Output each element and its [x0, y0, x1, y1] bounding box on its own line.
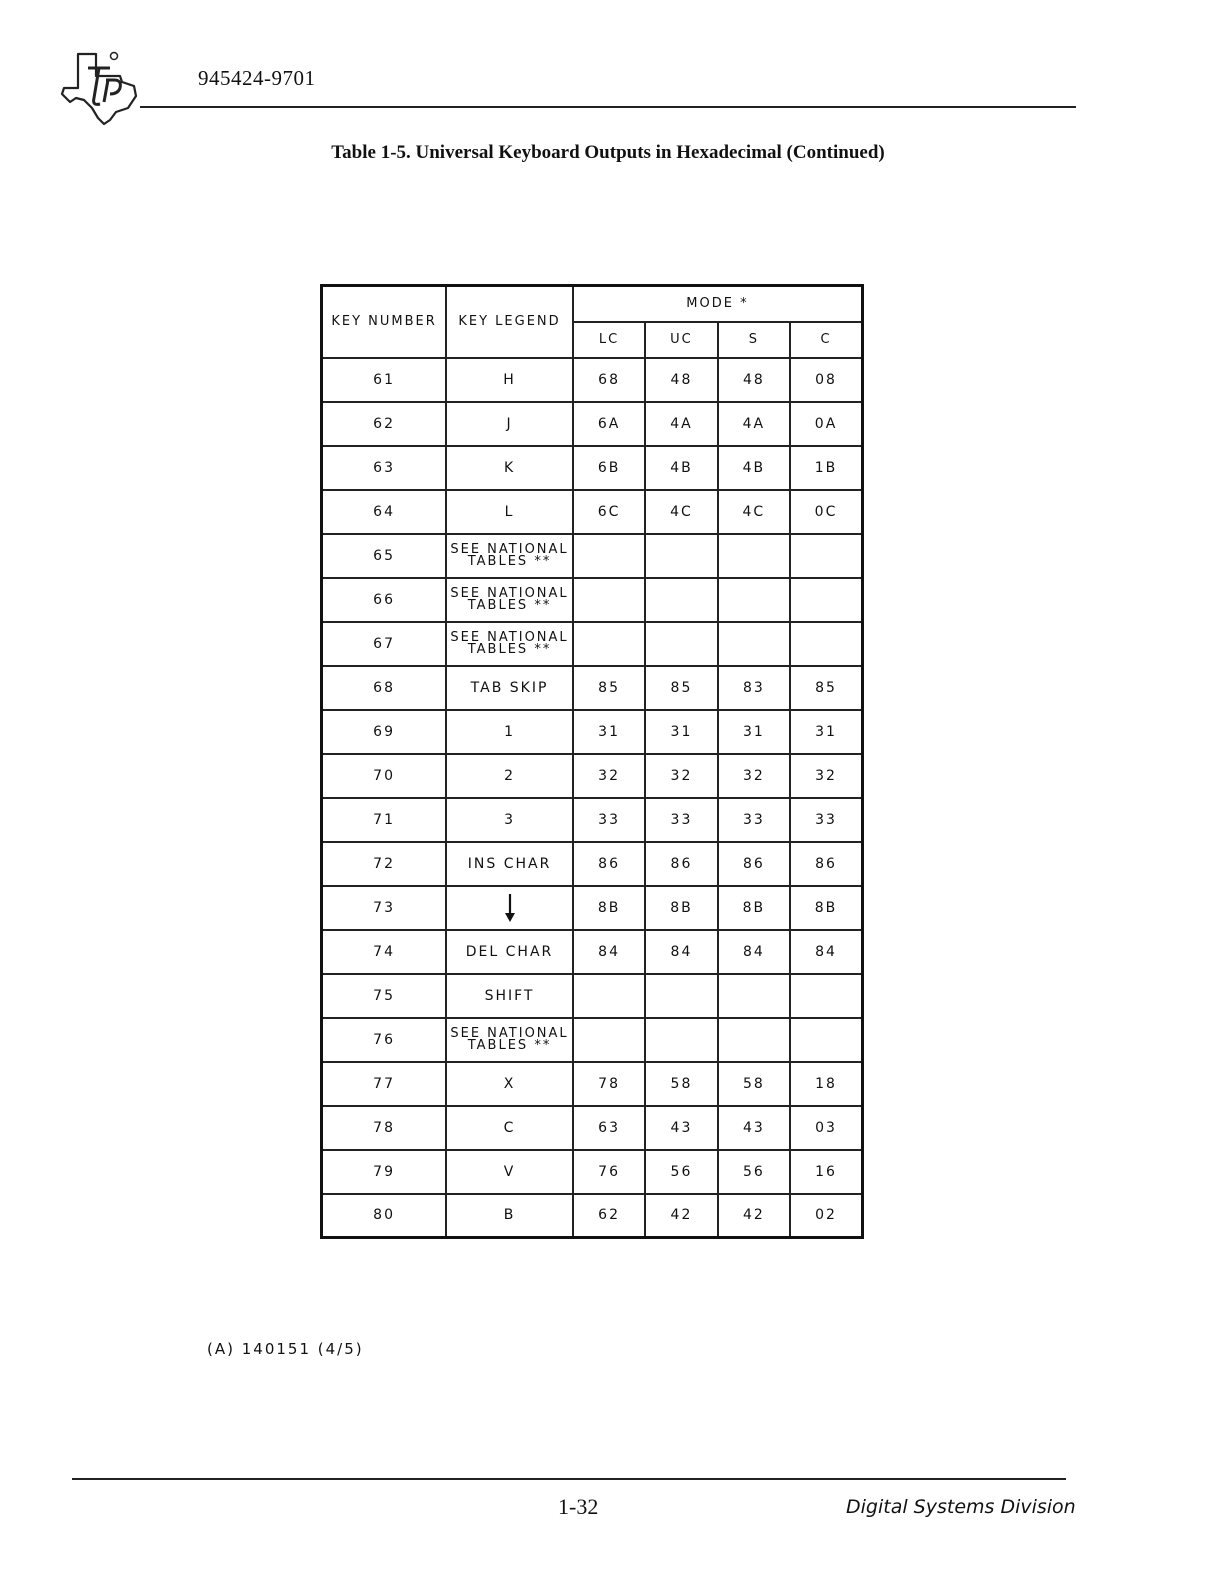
key-legend-cell: SEE NATIONAL TABLES ** — [446, 1018, 573, 1062]
table-row — [322, 974, 863, 1018]
s-value-cell: 86 — [718, 842, 790, 886]
header-rule — [140, 106, 1076, 108]
key-number-cell: 64 — [322, 490, 447, 534]
key-number-cell: 65 — [322, 534, 447, 578]
uc-value-cell: 4A — [645, 402, 717, 446]
lc-value-cell: 63 — [573, 1106, 645, 1150]
table-row — [322, 886, 863, 930]
key-legend-cell: TAB SKIP — [446, 666, 573, 710]
s-value-cell — [718, 534, 790, 578]
s-value-cell: 43 — [718, 1106, 790, 1150]
key-number-cell: 61 — [322, 358, 447, 402]
uc-value-cell: 4B — [645, 446, 717, 490]
lc-value-cell: 76 — [573, 1150, 645, 1194]
s-value-cell: 58 — [718, 1062, 790, 1106]
lc-value-cell: 31 — [573, 710, 645, 754]
mode-uc-header: UC — [645, 322, 717, 358]
table-row — [322, 446, 863, 490]
key-number-cell: 72 — [322, 842, 447, 886]
uc-value-cell — [645, 1018, 717, 1062]
uc-value-cell — [645, 974, 717, 1018]
c-value-cell — [790, 534, 862, 578]
s-value-cell: 32 — [718, 754, 790, 798]
lc-value-cell: 84 — [573, 930, 645, 974]
table-row — [322, 578, 863, 622]
lc-value-cell: 33 — [573, 798, 645, 842]
s-value-cell: 4B — [718, 446, 790, 490]
table-row — [322, 1150, 863, 1194]
key-legend-cell: SEE NATIONAL TABLES ** — [446, 534, 573, 578]
key-number-cell: 70 — [322, 754, 447, 798]
table-row — [322, 842, 863, 886]
table-row — [322, 710, 863, 754]
uc-value-cell: 42 — [645, 1194, 717, 1238]
key-legend-cell — [446, 886, 573, 930]
key-legend-header: KEY LEGEND — [446, 286, 573, 358]
uc-value-cell — [645, 578, 717, 622]
table-row — [322, 1018, 863, 1062]
s-value-cell: 4A — [718, 402, 790, 446]
lc-value-cell — [573, 1018, 645, 1062]
c-value-cell — [790, 578, 862, 622]
key-legend-cell: X — [446, 1062, 573, 1106]
table-body — [322, 358, 863, 1238]
c-value-cell: 33 — [790, 798, 862, 842]
uc-value-cell: 31 — [645, 710, 717, 754]
key-legend-cell: L — [446, 490, 573, 534]
s-value-cell: 83 — [718, 666, 790, 710]
table-title: Table 1-5. Universal Keyboard Outputs in Hexadecimal (Continued) — [331, 142, 885, 163]
c-value-cell: 08 — [790, 358, 862, 402]
uc-value-cell: 85 — [645, 666, 717, 710]
uc-value-cell: 84 — [645, 930, 717, 974]
key-legend-cell: DEL CHAR — [446, 930, 573, 974]
c-value-cell: 16 — [790, 1150, 862, 1194]
c-value-cell: 1B — [790, 446, 862, 490]
key-number-cell: 76 — [322, 1018, 447, 1062]
table-row — [322, 930, 863, 974]
uc-value-cell: 4C — [645, 490, 717, 534]
key-legend-cell: K — [446, 446, 573, 490]
mode-c-header: C — [790, 322, 862, 358]
table-row — [322, 622, 863, 666]
c-value-cell: 85 — [790, 666, 862, 710]
c-value-cell — [790, 974, 862, 1018]
key-number-cell: 62 — [322, 402, 447, 446]
uc-value-cell: 58 — [645, 1062, 717, 1106]
c-value-cell: 0C — [790, 490, 862, 534]
uc-value-cell: 32 — [645, 754, 717, 798]
s-value-cell: 56 — [718, 1150, 790, 1194]
table-row — [322, 358, 863, 402]
key-number-cell: 69 — [322, 710, 447, 754]
lc-value-cell: 6C — [573, 490, 645, 534]
texas-instruments-logo — [58, 46, 140, 126]
table-row — [322, 666, 863, 710]
lc-value-cell — [573, 578, 645, 622]
lc-value-cell: 85 — [573, 666, 645, 710]
c-value-cell: 31 — [790, 710, 862, 754]
table-row — [322, 1062, 863, 1106]
c-value-cell: 84 — [790, 930, 862, 974]
key-number-cell: 78 — [322, 1106, 447, 1150]
key-legend-cell: 3 — [446, 798, 573, 842]
key-legend-cell: 2 — [446, 754, 573, 798]
s-value-cell — [718, 1018, 790, 1062]
table-row — [322, 798, 863, 842]
figure-reference: (A) 140151 (4/5) — [207, 1340, 364, 1358]
document-number: 945424-9701 — [198, 66, 316, 90]
key-legend-cell: H — [446, 358, 573, 402]
lc-value-cell: 78 — [573, 1062, 645, 1106]
lc-value-cell: 6B — [573, 446, 645, 490]
key-number-cell: 63 — [322, 446, 447, 490]
lc-value-cell: 6A — [573, 402, 645, 446]
key-legend-cell: B — [446, 1194, 573, 1238]
key-number-cell: 75 — [322, 974, 447, 1018]
keyboard-outputs-table — [320, 284, 864, 1239]
s-value-cell: 4C — [718, 490, 790, 534]
s-value-cell: 84 — [718, 930, 790, 974]
s-value-cell: 48 — [718, 358, 790, 402]
key-legend-cell: SEE NATIONAL TABLES ** — [446, 622, 573, 666]
s-value-cell: 31 — [718, 710, 790, 754]
key-legend-cell: J — [446, 402, 573, 446]
lc-value-cell — [573, 534, 645, 578]
uc-value-cell: 33 — [645, 798, 717, 842]
lc-value-cell: 86 — [573, 842, 645, 886]
lc-value-cell: 32 — [573, 754, 645, 798]
key-number-cell: 71 — [322, 798, 447, 842]
c-value-cell: 03 — [790, 1106, 862, 1150]
s-value-cell — [718, 622, 790, 666]
uc-value-cell: 43 — [645, 1106, 717, 1150]
key-legend-cell: C — [446, 1106, 573, 1150]
key-number-cell: 77 — [322, 1062, 447, 1106]
lc-value-cell: 8B — [573, 886, 645, 930]
c-value-cell: 18 — [790, 1062, 862, 1106]
uc-value-cell — [645, 622, 717, 666]
key-legend-cell: 1 — [446, 710, 573, 754]
key-number-header: KEY NUMBER — [322, 286, 447, 358]
lc-value-cell — [573, 974, 645, 1018]
key-number-cell: 73 — [322, 886, 447, 930]
s-value-cell — [718, 974, 790, 1018]
key-number-cell: 67 — [322, 622, 447, 666]
footer-rule — [72, 1478, 1066, 1480]
c-value-cell — [790, 1018, 862, 1062]
c-value-cell: 86 — [790, 842, 862, 886]
lc-value-cell: 68 — [573, 358, 645, 402]
c-value-cell — [790, 622, 862, 666]
s-value-cell: 33 — [718, 798, 790, 842]
table-row — [322, 402, 863, 446]
key-number-cell: 68 — [322, 666, 447, 710]
key-legend-cell: INS CHAR — [446, 842, 573, 886]
lc-value-cell — [573, 622, 645, 666]
uc-value-cell: 8B — [645, 886, 717, 930]
key-number-cell: 79 — [322, 1150, 447, 1194]
c-value-cell: 0A — [790, 402, 862, 446]
table-row — [322, 534, 863, 578]
uc-value-cell: 56 — [645, 1150, 717, 1194]
table-row — [322, 754, 863, 798]
table-row — [322, 1194, 863, 1238]
down-arrow-icon — [503, 893, 517, 923]
key-legend-cell: V — [446, 1150, 573, 1194]
page-number: 1-32 — [558, 1494, 599, 1519]
key-legend-cell: SEE NATIONAL TABLES ** — [446, 578, 573, 622]
table-row — [322, 1106, 863, 1150]
key-legend-cell: SHIFT — [446, 974, 573, 1018]
table-row — [322, 490, 863, 534]
uc-value-cell — [645, 534, 717, 578]
s-value-cell: 42 — [718, 1194, 790, 1238]
s-value-cell — [718, 578, 790, 622]
uc-value-cell: 86 — [645, 842, 717, 886]
mode-lc-header: LC — [573, 322, 645, 358]
key-number-cell: 74 — [322, 930, 447, 974]
key-number-cell: 66 — [322, 578, 447, 622]
uc-value-cell: 48 — [645, 358, 717, 402]
mode-header: MODE * — [573, 286, 863, 322]
mode-s-header: S — [718, 322, 790, 358]
c-value-cell: 02 — [790, 1194, 862, 1238]
division-name: Digital Systems Division — [846, 1496, 1076, 1518]
c-value-cell: 8B — [790, 886, 862, 930]
s-value-cell: 8B — [718, 886, 790, 930]
c-value-cell: 32 — [790, 754, 862, 798]
lc-value-cell: 62 — [573, 1194, 645, 1238]
key-number-cell: 80 — [322, 1194, 447, 1238]
